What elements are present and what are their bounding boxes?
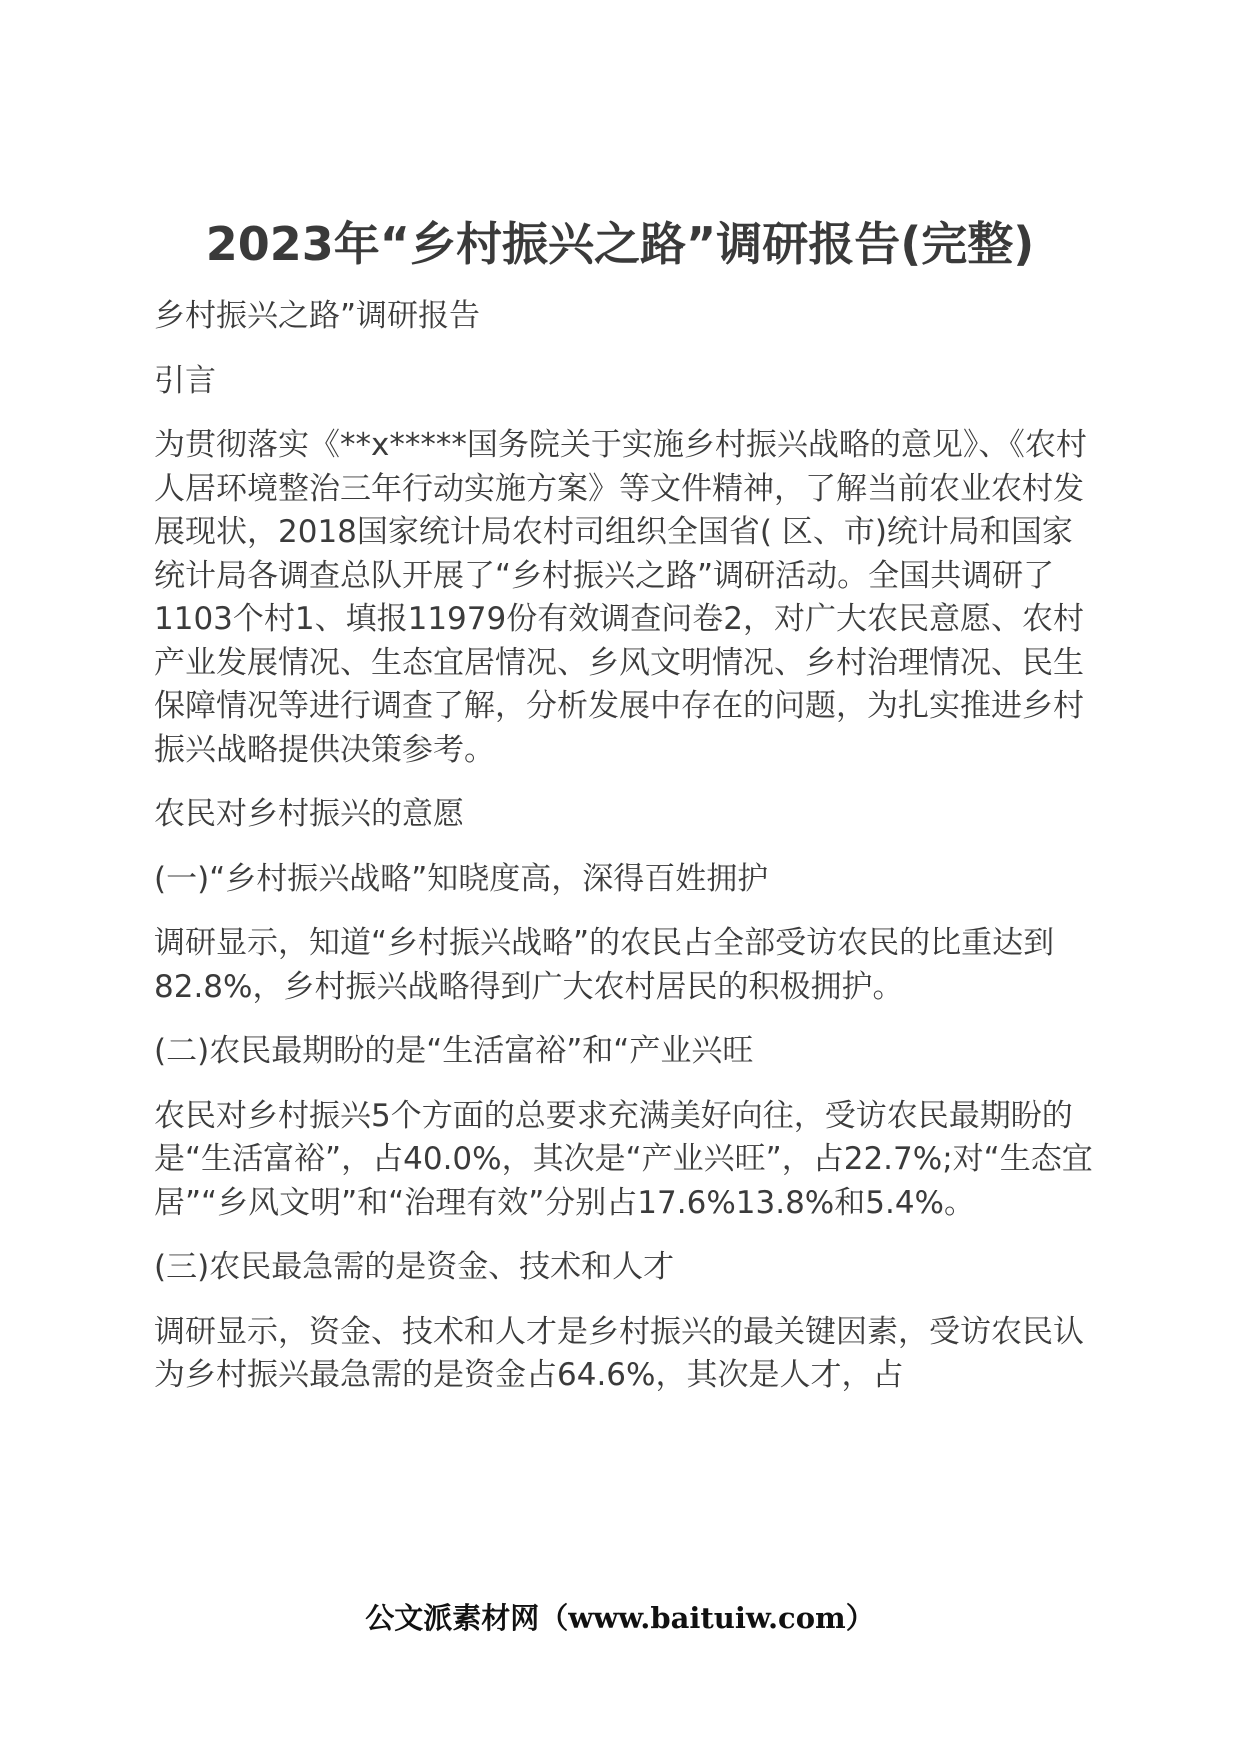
subsection-heading-2: (二)农民最期盼的是“生活富裕”和“产业兴旺	[154, 1033, 754, 1069]
section-heading-farmer-wishes: 农民对乡村振兴的意愿	[154, 796, 464, 832]
body-paragraph-1: 调研显示，知道“乡村振兴战略”的农民占全部受访农民的比重达到82.8%，乡村振兴战略得到广大农村居民的积极拥护。	[154, 925, 1055, 1005]
body-paragraph-2: 农民对乡村振兴5个方面的总要求充满美好向往，受访农民最期盼的是“生活富裕”，占40.0%，其次是“产业兴旺”，占22.7%;对“生态宜居”“乡风文明”和“治理有效”分别占17.6%13.8%和5.4%。	[154, 1097, 1093, 1221]
body-paragraph-3: 调研显示，资金、技术和人才是乡村振兴的最关键因素，受访农民认为乡村振兴最急需的是资金占64.6%，其次是人才，占	[154, 1313, 1084, 1393]
footer-source: 公文派素材网（www.baituiw.com）	[365, 1601, 875, 1635]
subsection-heading-3: (三)农民最急需的是资金、技术和人才	[154, 1249, 675, 1285]
subsection-heading-1: (一)“乡村振兴战略”知晓度高，深得百姓拥护	[154, 860, 769, 897]
document-title: 2023年“乡村振兴之路”调研报告(完整)	[205, 217, 1035, 271]
subtitle-paragraph: 乡村振兴之路”调研报告	[154, 298, 481, 334]
section-heading-introduction: 引言	[154, 362, 216, 399]
document-body	[154, 295, 1094, 1419]
introduction-paragraph: 为贯彻落实《**x*****国务院关于实施乡村振兴战略的意见》、《农村人居环境整治三年行动实施方案》等文件精神，了解当前农业农村发展现状，2018国家统计局农村司组织全国省( 区、市)统计局和国家统计局各调查总队开展了“乡村振兴之路”调研活动。全国共调研了1103个村1、填报11979份有效调查问卷2，对广大农民意愿、农村产业发展情况、生态宜居情况、乡风文明情况、乡村治理情况、民生保障情况等进行调查了解，分析发展中存在的问题，为扎实推进乡村振兴战略提供决策参考。	[154, 427, 1087, 768]
